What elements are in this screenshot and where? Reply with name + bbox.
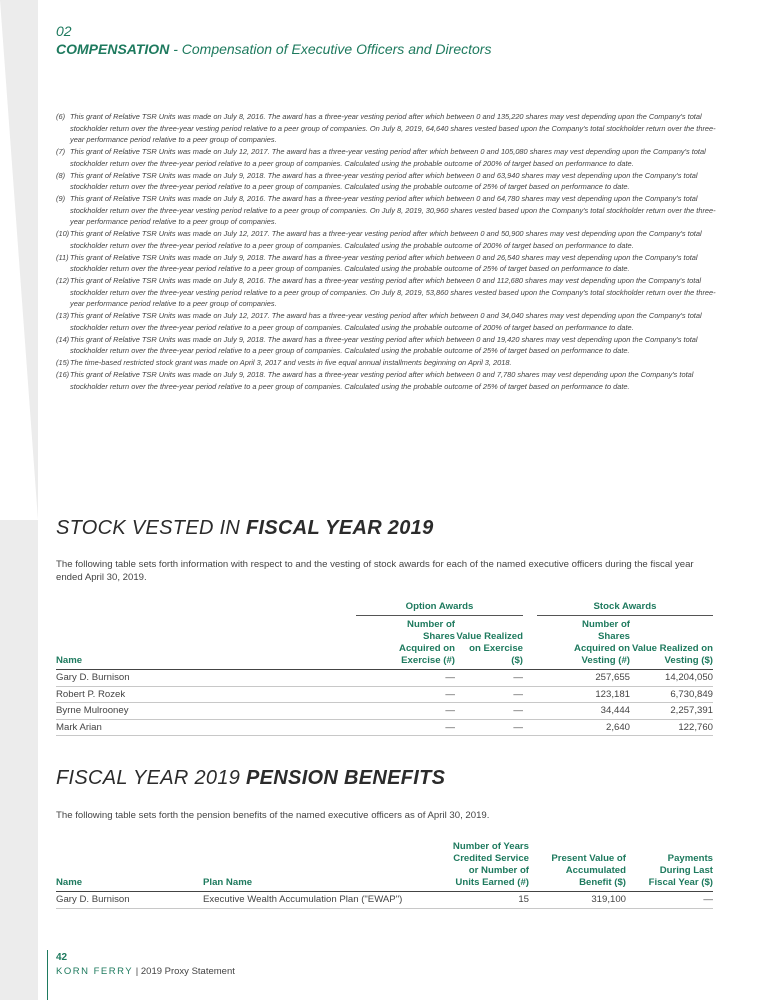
table-row bbox=[56, 703, 713, 720]
footnote-text: The time-based restricted stock grant was made on April 3, 2017 and vests in five equal annual installments beginning on April 3, 2018. bbox=[70, 358, 512, 367]
row-payments: — bbox=[626, 892, 713, 909]
row-name: Gary D. Burnison bbox=[56, 892, 203, 909]
row-value: 319,100 bbox=[529, 892, 626, 909]
stock-intro: The following table sets forth information with respect to and the vesting of stock awards for each of the named executive officers during the fiscal year ended April 30, 2019. bbox=[56, 559, 694, 583]
footnote bbox=[56, 170, 716, 193]
row-c4: 14,204,050 bbox=[630, 670, 713, 687]
row-c4: 2,257,391 bbox=[630, 703, 713, 720]
table-row bbox=[56, 670, 713, 687]
footnote bbox=[56, 369, 716, 392]
footnote-number: (15) bbox=[56, 358, 70, 367]
section-number: 02 bbox=[56, 23, 72, 39]
stock-heading-plain: STOCK VESTED IN bbox=[56, 517, 247, 539]
page-number: 42 bbox=[56, 952, 68, 963]
row-c1: — bbox=[356, 686, 455, 703]
row-c2: — bbox=[455, 719, 523, 736]
footnote-text: This grant of Relative TSR Units was made on July 8, 2016. The award has a three-year vesting period after which between 0 and 64,780 shares may vest depending upon the Company's total stockholder return over the three-year vesting period relative to a peer group of companies. On July 8, 2019, 30,960 shares vested based upon the Company's total stockholder return over the three-year performance period relative to a peer group of companies. bbox=[70, 194, 716, 226]
pension-intro: The following table sets forth the pension benefits of the named executive officers as of April 30, 2019. bbox=[56, 810, 490, 821]
footnote bbox=[56, 111, 716, 146]
row-name: Mark Arian bbox=[56, 719, 356, 736]
row-plan: Executive Wealth Accumulation Plan ("EWAP") bbox=[203, 892, 445, 909]
row-c3: 257,655 bbox=[537, 670, 630, 687]
footnote bbox=[56, 357, 716, 369]
col-shares-exercise: Number of Shares Acquired on Exercise (#) bbox=[399, 619, 455, 666]
footnote-number: (13) bbox=[56, 311, 70, 320]
col-shares-vesting: Number of Shares Acquired on Vesting (#) bbox=[574, 619, 630, 666]
footer-brand bbox=[56, 966, 235, 977]
footnote bbox=[56, 228, 716, 251]
col-plan-name: Plan Name bbox=[203, 877, 253, 888]
row-c3: 34,444 bbox=[537, 703, 630, 720]
footnote bbox=[56, 334, 716, 357]
table-row bbox=[56, 892, 713, 909]
col-years-credited: Number of Years Credited Service or Number of Units Earned (#) bbox=[452, 841, 529, 888]
footnote-number: (12) bbox=[56, 276, 70, 285]
footnote-text: This grant of Relative TSR Units was made on July 12, 2017. The award has a three-year vesting period after which between 0 and 34,040 shares may vest depending upon the Company's total stockholder return over the three-year period relative to a peer group of companies. Calculated using the probable outcome of 200% of target based on performance to date. bbox=[70, 311, 702, 332]
pension-heading-bold: PENSION BENEFITS bbox=[246, 767, 446, 789]
footnote bbox=[56, 310, 716, 333]
footnote-number: (16) bbox=[56, 370, 70, 379]
pension-heading bbox=[56, 767, 445, 790]
footnotes bbox=[56, 111, 716, 393]
footnote-text: This grant of Relative TSR Units was made on July 9, 2018. The award has a three-year vesting period after which between 0 and 26,540 shares may vest depending upon the Company's total stockholder return over the three-year period relative to a peer group of companies. Calculated using the probable outcome of 25% of target based on performance to date. bbox=[70, 252, 698, 273]
row-c2: — bbox=[455, 703, 523, 720]
col-value-exercise: Value Realized on Exercise ($) bbox=[456, 631, 523, 666]
col-name: Name bbox=[56, 655, 83, 666]
section-title bbox=[56, 39, 491, 59]
footer-rule bbox=[47, 950, 48, 1000]
footnote bbox=[56, 275, 716, 310]
footnote-text: This grant of Relative TSR Units was made on July 8, 2016. The award has a three-year vesting period after which between 0 and 112,680 shares may vest depending upon the Company's total stockholder return over the three-year vesting period relative to a peer group of companies. On July 8, 2019, 53,860 shares vested based upon the Company's total stockholder return over the three-year performance period relative to a peer group of companies. bbox=[70, 276, 716, 308]
footnote-number: (10) bbox=[56, 229, 70, 238]
section-title-rest: - Compensation of Executive Officers and Directors bbox=[169, 41, 492, 57]
side-band-cut bbox=[0, 0, 38, 520]
footnote-number: (8) bbox=[56, 170, 66, 180]
pension-heading-plain: FISCAL YEAR 2019 bbox=[56, 767, 247, 789]
col-name: Name bbox=[56, 877, 83, 888]
footnote-number: (11) bbox=[56, 252, 69, 262]
col-payments: Payments During Last Fiscal Year ($) bbox=[648, 853, 713, 888]
footnote-text: This grant of Relative TSR Units was made on July 9, 2018. The award has a three-year vesting period after which between 0 and 19,420 shares may vest depending upon the Company's total stockholder return over the three-year period relative to a peer group of companies. Calculated using the probable outcome of 25% of target based on performance to date. bbox=[70, 334, 698, 355]
footnote bbox=[56, 193, 716, 228]
footnote-number: (14) bbox=[56, 334, 70, 344]
section-title-bold: COMPENSATION bbox=[56, 41, 170, 57]
row-c4: 6,730,849 bbox=[630, 686, 713, 703]
footnote-number: (7) bbox=[56, 147, 66, 156]
row-name: Robert P. Rozek bbox=[56, 686, 356, 703]
footnote-number: (9) bbox=[56, 194, 66, 203]
footnote-number: (6) bbox=[56, 112, 66, 121]
group-option-awards: Option Awards bbox=[356, 598, 523, 616]
row-c1: — bbox=[356, 703, 455, 720]
table-row bbox=[56, 686, 713, 703]
footnote-text: This grant of Relative TSR Units was made on July 9, 2018. The award has a three-year vesting period after which between 0 and 63,940 shares may vest depending upon the Company's total stockholder return over the three-year period relative to a peer group of companies. Calculated using the probable outcome of 25% of target based on performance to date. bbox=[70, 170, 698, 191]
stock-vested-table bbox=[56, 598, 713, 736]
section-header bbox=[56, 23, 491, 59]
stock-vested-heading bbox=[56, 517, 434, 540]
footnote-text: This grant of Relative TSR Units was made on July 8, 2016. The award has a three-year vesting period after which between 0 and 135,220 shares may vest depending upon the Company's total stockholder return over the three-year vesting period relative to a peer group of companies. On July 8, 2019, 64,640 shares vested based upon the Company's total stockholder return over the three-year performance period relative to a peer group of companies. bbox=[70, 112, 716, 144]
footnote bbox=[56, 146, 716, 169]
row-c2: — bbox=[455, 686, 523, 703]
table-row bbox=[56, 719, 713, 736]
row-c3: 2,640 bbox=[537, 719, 630, 736]
footnote-text: This grant of Relative TSR Units was made on July 9, 2018. The award has a three-year vesting period after which between 0 and 7,780 shares may vest depending upon the Company's total stockholder return over the three-year period relative to a peer group of companies. Calculated using the probable outcome of 25% of target based on performance to date. bbox=[70, 370, 694, 391]
row-c1: — bbox=[356, 670, 455, 687]
doc-name: | 2019 Proxy Statement bbox=[133, 966, 235, 977]
stock-heading-bold: FISCAL YEAR 2019 bbox=[246, 517, 434, 539]
pension-table bbox=[56, 838, 713, 909]
col-present-value: Present Value of Accumulated Benefit ($) bbox=[551, 853, 626, 888]
footnote bbox=[56, 252, 716, 275]
brand-name: KORN FERRY bbox=[56, 966, 134, 977]
footnote-text: This grant of Relative TSR Units was made on July 12, 2017. The award has a three-year vesting period after which between 0 and 105,080 shares may vest depending upon the Company's total stockholder return over the three-year period relative to a peer group of companies. Calculated using the probable outcome of 200% of target based on performance to date. bbox=[70, 147, 706, 168]
row-c4: 122,760 bbox=[630, 719, 713, 736]
group-stock-awards: Stock Awards bbox=[537, 598, 713, 616]
col-value-vesting: Value Realized on Vesting ($) bbox=[631, 643, 713, 666]
footnote-text: This grant of Relative TSR Units was made on July 12, 2017. The award has a three-year vesting period after which between 0 and 50,900 shares may vest depending upon the Company's total stockholder return over the three-year period relative to a peer group of companies. Calculated using the probable outcome of 200% of target based on performance to date. bbox=[70, 229, 702, 250]
row-years: 15 bbox=[445, 892, 529, 909]
row-c3: 123,181 bbox=[537, 686, 630, 703]
row-name: Gary D. Burnison bbox=[56, 670, 356, 687]
row-c2: — bbox=[455, 670, 523, 687]
row-name: Byrne Mulrooney bbox=[56, 703, 356, 720]
row-c1: — bbox=[356, 719, 455, 736]
